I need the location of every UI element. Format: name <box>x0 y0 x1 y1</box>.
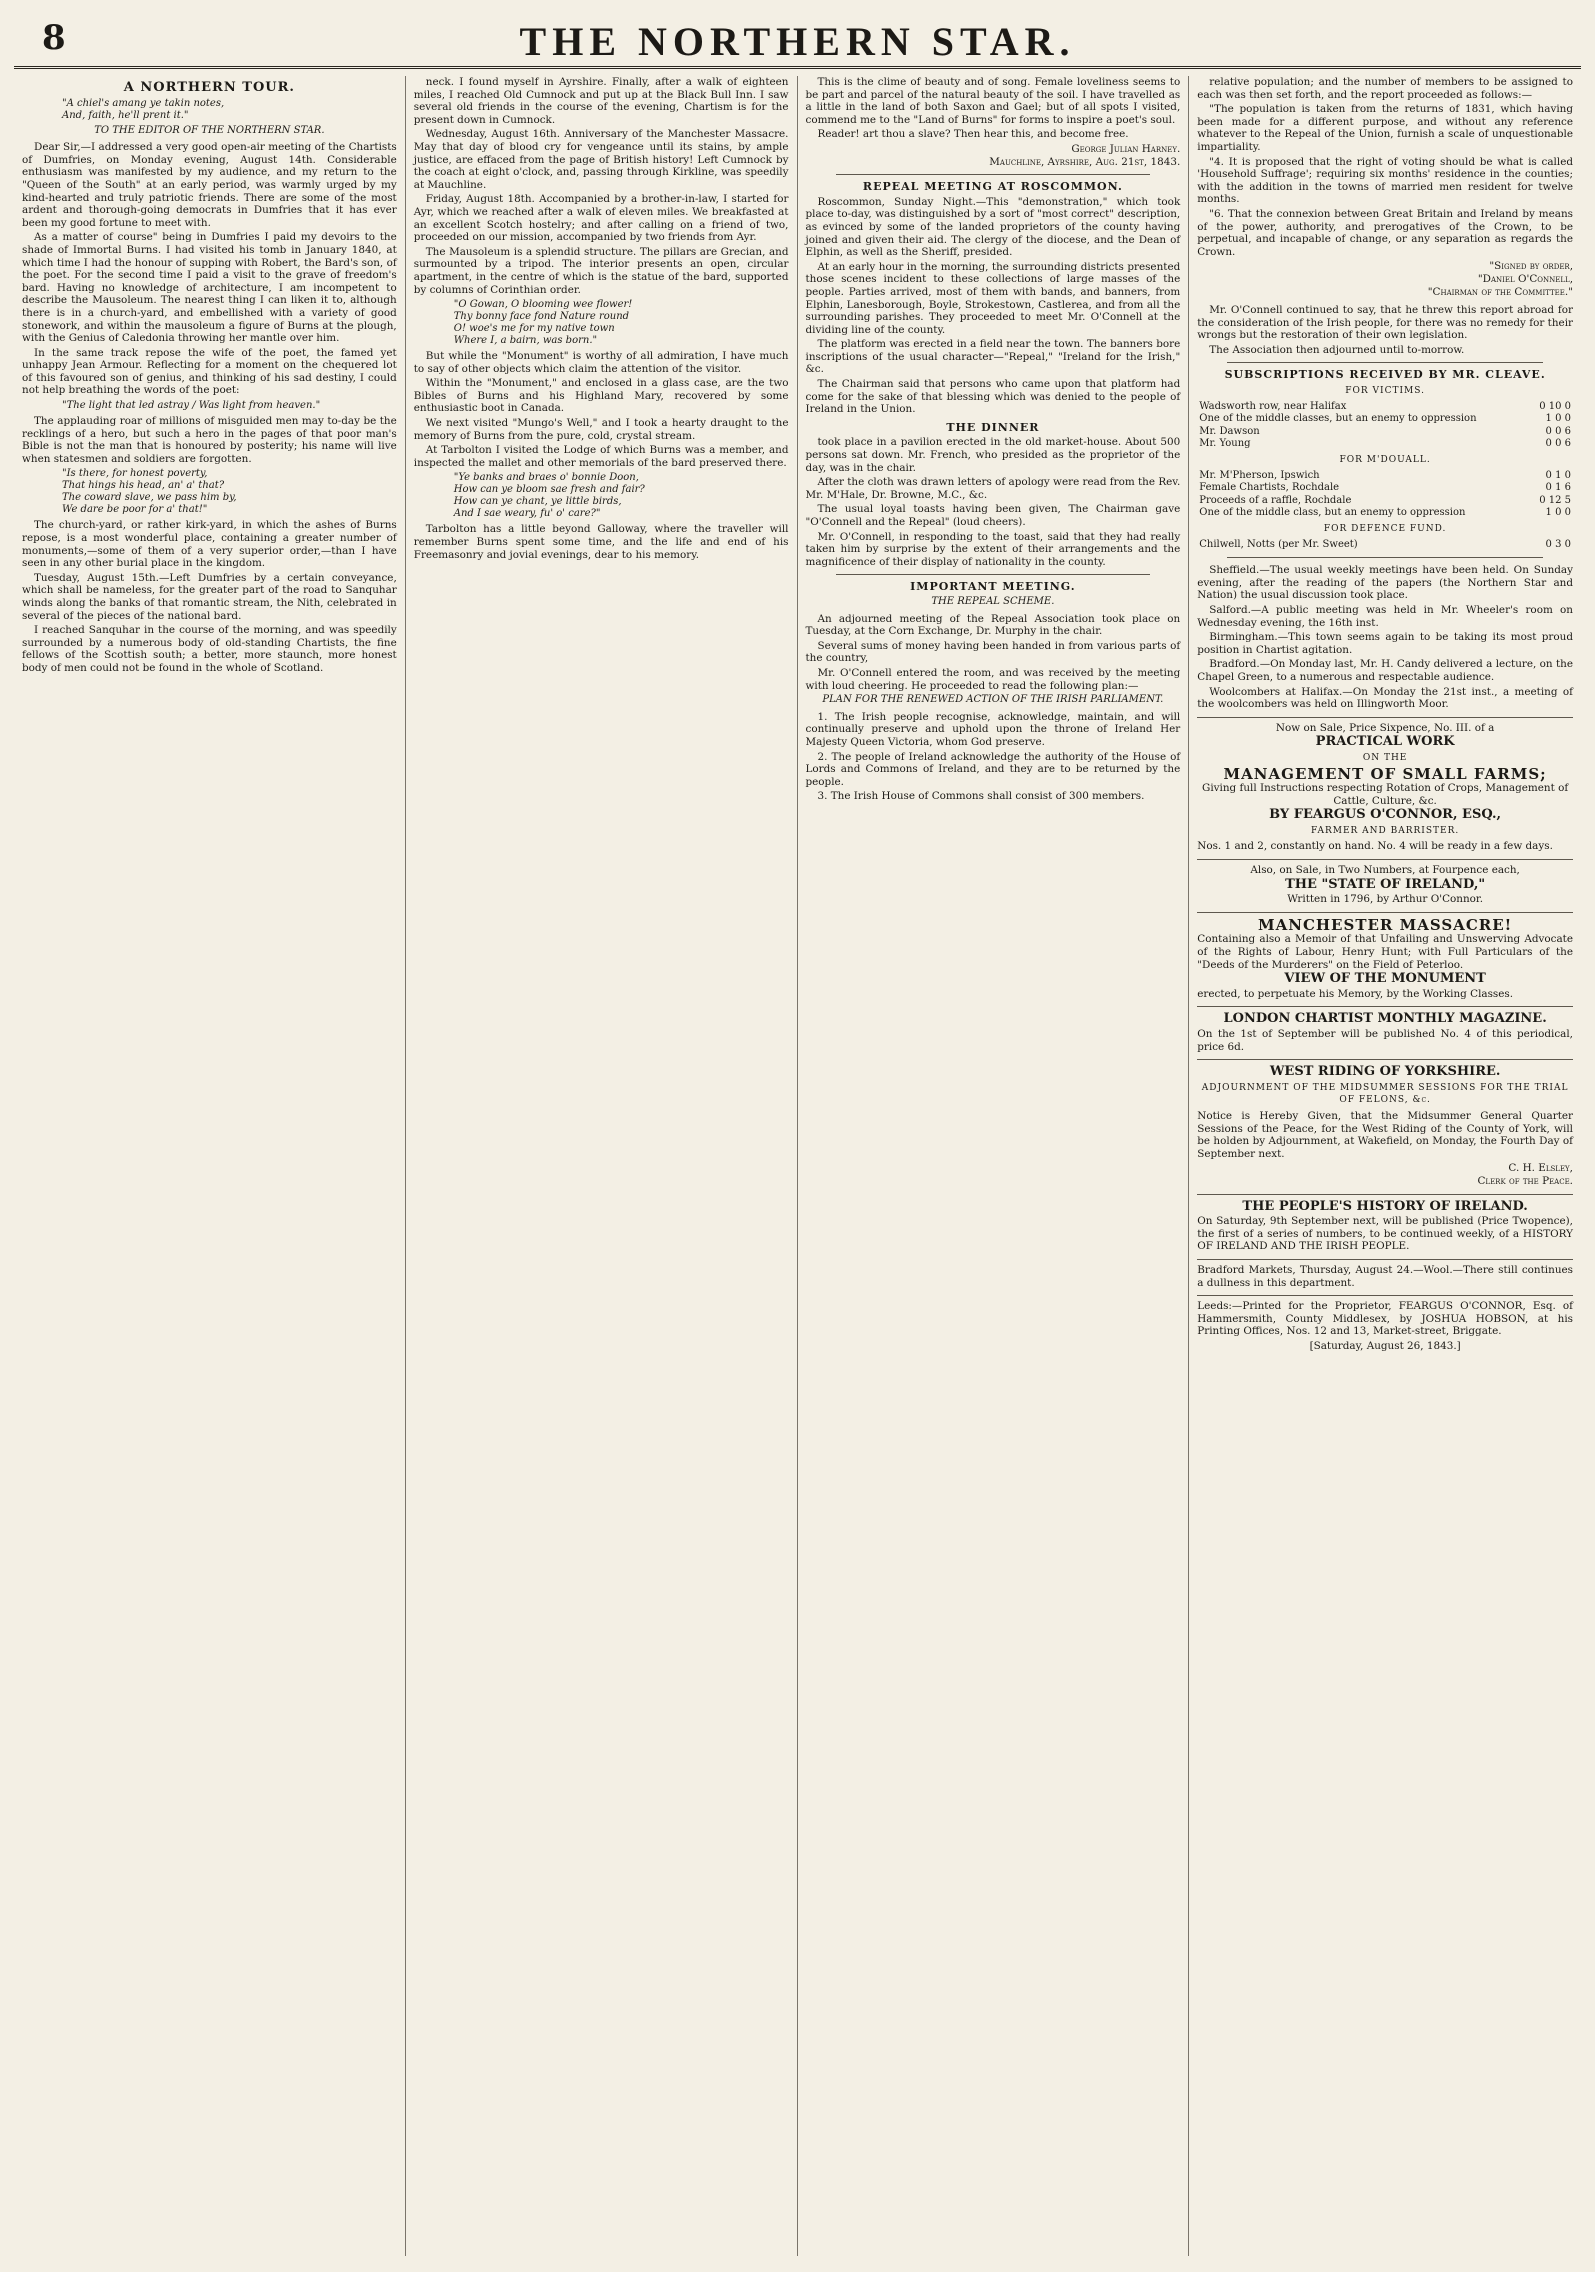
paragraph: "The population is taken from the returns of 1831, which having been made for a different purpose, and without any reference whatever to the Repeal of the Union, furnish a scale of unquestionable impartiality. <box>1197 103 1573 153</box>
masthead: THE NORTHERN STAR. <box>519 19 1076 64</box>
news-item: Sheffield.—The usual weekly meetings have been held. On Sunday evening, after the reading of the papers (the Northern Star and Nation) the usual discussion took place. <box>1197 564 1573 602</box>
ad-title: THE "STATE OF IRELAND," <box>1285 876 1486 892</box>
ad-title: THE PEOPLE'S HISTORY OF IRELAND. <box>1242 1198 1528 1214</box>
paragraph: But while the "Monument" is worthy of all admiration, I have much to say of other objects which claim the attention of the visitor. <box>413 350 789 375</box>
paragraph: Within the "Monument," and enclosed in a glass case, are the two Bibles of Burns and his Highland Mary, recovered by some enthusiastic boot in Canada. <box>413 377 789 415</box>
paragraph: As a matter of course" being in Dumfries I paid my devoirs to the shade of Immortal Burns. I had visited his tomb in January 1840, at which time I had the honour of supping with Robert, the Bard's son, of the poet. For the second time I paid a visit to the grave of freedom's bard. Having no knowledge of architecture, I am incompetent to describe the Mausoleum. The nearest thing I can liken it to, although there is in a church-yard, and embellished with a variety of good stonework, and within the mausoleum a figure of Burns at the plough, with the Genius of Caledonia throwing her mantle over him. <box>22 231 397 345</box>
paragraph: The church-yard, or rather kirk-yard, in which the ashes of Burns repose, is a most wonderful place, containing a greater number of monuments,—some of them of a very superior order,—than I have seen in any other burial place in the kingdom. <box>22 519 397 570</box>
notice-west-riding <box>1197 1059 1573 1187</box>
subscriptions-table <box>1197 470 1573 520</box>
signature: George Julian Harney. Mauchline, Ayrshire, Aug. 21st, 1843. <box>989 142 1181 168</box>
to-editor-line: TO THE EDITOR OF THE NORTHERN STAR. <box>94 124 325 136</box>
paragraph: relative population; and the number of members to be assigned to each was then set forth, and the report proceeded as follows:— <box>1197 76 1573 101</box>
ad-title: MANCHESTER MASSACRE! <box>1257 915 1513 934</box>
paragraph: The Chairman said that persons who came upon that platform had come for the sake of that blessing which was denied to the people of Ireland in the Union. <box>805 378 1181 416</box>
news-item: Woolcombers at Halifax.—On Monday the 21st inst., a meeting of the woolcombers was held on Illingworth Moor. <box>1197 685 1573 711</box>
paragraph: Reader! art thou a slave? Then hear this, and become free. <box>817 128 1129 141</box>
table-row: Proceeds of a raffle, Rochdale 0 12 5 <box>1199 494 1571 506</box>
ad-description: Giving full Instructions respecting Rotation of Crops, Management of Cattle, Culture, &c. <box>1202 782 1569 807</box>
section-heading: THE DINNER <box>946 420 1040 434</box>
paragraph: The Association then adjourned until to-morrow. <box>1209 343 1465 356</box>
plan-heading: PLAN FOR THE RENEWED ACTION OF THE IRISH PARLIAMENT. <box>822 694 1164 706</box>
columns <box>14 76 1581 2256</box>
paragraph: Tarbolton has a little beyond Galloway, where the traveller will remember Burns spent some time, and the life and end of his Freemasonry and jovial evenings, dear to his memory. <box>413 523 789 561</box>
imprint <box>1197 1295 1573 1352</box>
ad-description: Notice is Hereby Given, that the Midsummer General Quarter Sessions of the Peace, for the West Riding of the County of York, will be holden by Adjournment, at Wakefield, on Monday, the Fourth Day of September next. <box>1197 1109 1573 1160</box>
paragraph: At Tarbolton I visited the Lodge of which Burns was a member, and inspected the mallet and other memorials of the bard preserved there. <box>413 444 789 469</box>
signature: C. H. Elsley, Clerk of the Peace. <box>1477 1162 1573 1187</box>
ad-author: BY FEARGUS O'CONNOR, ESQ., <box>1269 807 1502 823</box>
advertisement-small-farms <box>1197 717 1573 853</box>
ad-description: Containing also a Memoir of that Unfailing and Unswerving Advocate of the Rights of Labour, Henry Hunt; with Full Particulars of the "Deeds of the Murderers" on the Field of Peterloo. <box>1197 933 1573 971</box>
market-text: Bradford Markets, Thursday, August 24.—Wool.—There still continues a dullness in this department. <box>1197 1263 1573 1289</box>
paragraph: "6. That the connexion between Great Britain and Ireland by means of the power, authority, and prerogatives of the Crown, to be perpetual, and incapable of change, or any separation as regards the Crown. <box>1197 207 1573 258</box>
paragraph: In the same track repose the wife of the poet, the famed yet unhappy Jean Armour. Reflecting for a moment on the chequered lot of this favoured son of genius, and thinking of his sad destiny, I could not help breathing the words of the poet: <box>22 346 397 397</box>
ad-description: erected, to perpetuate his Memory, by the Working Classes. <box>1197 987 1514 1000</box>
verse: "Ye banks and braes o' bonnie Doon, How can ye bloom sae fresh and fair? How can ye chant, ye little birds, And I sae weary, fu' o' care?" <box>453 472 645 520</box>
paragraph: An adjourned meeting of the Repeal Association took place on Tuesday, at the Corn Exchange, Dr. Murphy in the chair. <box>805 612 1181 638</box>
section-heading: IMPORTANT MEETING. <box>910 580 1076 594</box>
news-item: Birmingham.—This town seems again to be taking its most proud position in Chartist agitation. <box>1197 631 1573 656</box>
paragraph: We next visited "Mungo's Well," and I took a hearty draught to the memory of Burns from the pure, cold, crystal stream. <box>413 417 789 442</box>
ad-description: On Saturday, 9th September next, will be published (Price Twopence), the first of a series of numbers, to be continued weekly, of a HISTORY OF IRELAND AND THE IRISH PEOPLE. <box>1197 1215 1573 1253</box>
paragraph: took place in a pavilion erected in the old market-house. About 500 persons sat down. Mr. French, who presided as the proprietor of the day, was in the chair. <box>805 436 1181 474</box>
table-row: Mr. M'Pherson, Ipswich 0 1 0 <box>1199 469 1571 481</box>
subscriptions-subheading: FOR DEFENCE FUND. <box>1323 524 1447 534</box>
paragraph: The usual loyal toasts having been given, The Chairman gave "O'Connell and the Repeal" (loud cheers). <box>805 503 1181 528</box>
subscriptions-subheading: FOR M'DOUALL. <box>1339 455 1431 466</box>
subscriptions-table <box>1197 539 1573 552</box>
ad-subtitle: VIEW OF THE MONUMENT <box>1284 971 1486 987</box>
paragraph: "4. It is proposed that the right of voting should be what is called 'Household Suffrage'; requiring six months' residence in the counties; with the addition in the towns of married men resident for twelve months. <box>1197 155 1573 206</box>
article-heading: A NORTHERN TOUR. <box>123 80 295 95</box>
table-row: One of the middle class, but an enemy to oppression 1 0 0 <box>1199 507 1571 519</box>
ad-main-title: MANAGEMENT OF SMALL FARMS; <box>1223 764 1547 783</box>
ad-intro: Now on Sale, Price Sixpence, No. III. of a <box>1275 721 1495 734</box>
epigraph: "A chiel's amang ye takin notes, And, faith, he'll prent it." <box>62 97 225 121</box>
ad-connector: ON THE <box>1362 752 1408 763</box>
imprint-date: [Saturday, August 26, 1843.] <box>1309 1339 1461 1352</box>
ad-description: Written in 1796, by Arthur O'Connor. <box>1287 893 1484 906</box>
market-report <box>1197 1259 1573 1289</box>
table-row: Mr. Dawson 0 0 6 <box>1199 425 1571 437</box>
newspaper-page <box>14 12 1581 2260</box>
page-header <box>14 12 1581 69</box>
news-item: Bradford.—On Monday last, Mr. H. Candy delivered a lecture, on the Chapel Green, to a numerous and respectable audience. <box>1197 658 1573 683</box>
paragraph: Tuesday, August 15th.—Left Dumfries by a certain conveyance, which shall be nameless, for the greater part of the road to Sanquhar winds along the banks of that romantic stream, the Nith, celebrated in several of the pieces of the national bard. <box>22 571 397 622</box>
subscriptions-heading: SUBSCRIPTIONS RECEIVED BY MR. CLEAVE. <box>1224 368 1546 382</box>
paragraph: Roscommon, Sunday Night.—This "demonstration," which took place to-day, was distinguished by a sort of "most correct" description, as evinced by some of the landed proprietors of the county having joined and given their aid. The clergy of the diocese, and the Dean of Elphin, as well as the Sheriff, presided. <box>805 195 1181 259</box>
paragraph: Wednesday, August 16th. Anniversary of the Manchester Massacre. May that day of blood cry for vengeance until its stains, by ample justice, are effaced from the page of British history! Left Cumnock by the coach at eight o'clock, and, passing through Kirkline, was speedily at Mauchline. <box>413 128 789 191</box>
news-item: Salford.—A public meeting was held in Mr. Wheeler's room on Wednesday evening, the 16th inst. <box>1197 603 1573 629</box>
signature: "Signed by order, "Daniel O'Connell, "Chairman of the Committee." <box>1427 260 1573 298</box>
divider <box>836 174 1151 175</box>
paragraph: Several sums of money having been handed in from various parts of the country, <box>805 639 1181 665</box>
column-1 <box>14 76 406 2256</box>
paragraph: After the cloth was drawn letters of apology were read from the Rev. Mr. M'Hale, Dr. Browne, M.C., &c. <box>805 476 1181 501</box>
paragraph: 1. The Irish people recognise, acknowledge, maintain, and will continually preserve and uphold upon the throne of Ireland Her Majesty Queen Victoria, whom God preserve. <box>805 710 1181 748</box>
advertisement-manchester-massacre <box>1197 912 1573 1001</box>
column-3 <box>798 76 1190 2256</box>
divider <box>1227 557 1543 558</box>
section-heading: REPEAL MEETING AT ROSCOMMON. <box>862 180 1123 194</box>
imprint-text: Leeds:—Printed for the Proprietor, FEARGUS O'CONNOR, Esq. of Hammersmith, County Middlesex, by JOSHUA HOBSON, at his Printing Offices, Nos. 12 and 13, Market-street, Briggate. <box>1197 1300 1573 1338</box>
column-2 <box>406 76 798 2256</box>
paragraph: Friday, August 18th. Accompanied by a brother-in-law, I started for Ayr, which we reached after a walk of eleven miles. We breakfasted at an excellent Scotch hostelry; and after calling on a friend of two, proceeded on our mission, accompanied by two friends from Ayr. <box>413 193 789 244</box>
column-4 <box>1189 76 1581 2256</box>
paragraph: The platform was erected in a field near the town. The banners bore inscriptions of the usual character—"Repeal," "Ireland for the Irish," &c. <box>805 338 1181 376</box>
table-row: Wadsworth row, near Halifax 0 10 0 <box>1199 400 1571 412</box>
paragraph: The Mausoleum is a splendid structure. The pillars are Grecian, and surmounted by a tripod. The interior presents an open, circular apartment, in the centre of which is the statue of the bard, supported by columns of Corinthian order. <box>413 245 789 296</box>
paragraph: Dear Sir,—I addressed a very good open-air meeting of the Chartists of Dumfries, on Monday evening, August 14th. Considerable enthusiasm was manifested by my audience, and my return to the "Queen of the South" at an early period, was warmly urged by my kind-hearted and truly patriotic friends. There are some of the most ardent and thorough-going democrats in Dumfries that it has ever been my good fortune to meet with. <box>22 141 397 229</box>
ad-intro: Also, on Sale, in Two Numbers, at Fourpence each, <box>1250 864 1520 877</box>
divider <box>1227 362 1543 363</box>
paragraph: 2. The people of Ireland acknowledge the authority of the House of Lords and Commons of Ireland, and they are to be returned by the people. <box>805 750 1181 788</box>
advertisement-peoples-history <box>1197 1194 1573 1253</box>
subscriptions-table <box>1197 401 1573 451</box>
verse: "Is there, for honest poverty, That hings his head, an' a' that? The coward slave, we pass him by, We dare be poor for a' that!" <box>62 468 237 516</box>
table-row: Chilwell, Notts (per Mr. Sweet) 0 3 0 <box>1199 538 1571 550</box>
paragraph: 3. The Irish House of Commons shall consist of 300 members. <box>817 790 1145 803</box>
page-number: 8 <box>42 18 66 58</box>
paragraph: Mr. O'Connell, in responding to the toast, said that they had really taken him by surprise by the extent of their arrangements and the magnificence of their display of nationality in the county. <box>805 530 1181 568</box>
paragraph: I reached Sanquhar in the course of the morning, and was speedily surrounded by a numerous body of old-standing Chartists, the fine fellows of the Scottish south; a better, more staunch, more honest body of men could not be found in the whole of Scotland. <box>22 624 397 674</box>
table-row: One of the middle classes, but an enemy to oppression 1 0 0 <box>1199 413 1571 425</box>
section-subheading: THE REPEAL SCHEME. <box>931 595 1055 607</box>
paragraph: This is the clime of beauty and of song. Female loveliness seems to be part and parcel of the natural beauty of the soil. I have travelled as a little in the land of both Saxon and Gael; but of all spots I visited, commend me to the "Land of Burns" for forms to inspire a poet's soul. <box>805 76 1181 126</box>
paragraph: Mr. O'Connell continued to say, that he threw this report abroad for the consideration of the Irish people, for there was no remedy for their wrongs but the restoration of their own legislation. <box>1197 304 1573 342</box>
ad-description: On the 1st of September will be published No. 4 of this periodical, price 6d. <box>1197 1028 1573 1053</box>
paragraph: The applauding roar of millions of misguided men may to-day be the recklings of a hero, but such a hero in the pages of that poor man's Bible is not the man that is honoured by posterity; his name will live when statesmen and soldiers are forgotten. <box>22 415 397 465</box>
divider <box>836 574 1151 575</box>
ad-title: PRACTICAL WORK <box>1315 734 1455 750</box>
ad-subtitle: ADJOURNMENT OF THE MIDSUMMER SESSIONS FOR THE TRIAL OF FELONS, &c. <box>1201 1082 1569 1106</box>
paragraph: neck. I found myself in Ayrshire. Finally, after a walk of eighteen miles, I reached Old Cumnock and put up at the Black Bull Inn. I saw several old friends in the course of the evening, Chartism is for the present down in Cumnock. <box>413 76 789 126</box>
ad-title: LONDON CHARTIST MONTHLY MAGAZINE. <box>1223 1011 1547 1027</box>
advertisement-state-of-ireland <box>1197 859 1573 906</box>
table-row: Female Chartists, Rochdale 0 1 6 <box>1199 482 1571 494</box>
table-row: Mr. Young 0 0 6 <box>1199 438 1571 450</box>
verse: "O Gowan, O blooming wee flower! Thy bonny face fond Nature round O! woe's me for my native town Where I, a bairn, was born." <box>453 299 633 347</box>
subscriptions-subheading: FOR VICTIMS. <box>1345 386 1425 397</box>
advertisement-chartist-magazine <box>1197 1006 1573 1053</box>
ad-title: WEST RIDING OF YORKSHIRE. <box>1269 1064 1501 1080</box>
paragraph: At an early hour in the morning, the surrounding districts presented those scenes incident to these collections of large masses of the people. Parties arrived, most of them with bands, and banners, from Elphin, Lanesborough, Boyle, Strokestown, Castlerea, and from all the surrounding parishes. They proceeded to meet Mr. O'Connell at the dividing line of the county. <box>805 260 1181 336</box>
ad-note: Nos. 1 and 2, constantly on hand. No. 4 will be ready in a few days. <box>1197 840 1553 853</box>
paragraph: Mr. O'Connell entered the room, and was received by the meeting with loud cheering. He proceeded to read the following plan:— <box>805 666 1181 692</box>
quotation: "The light that led astray / Was light from heaven." <box>62 400 321 412</box>
ad-author-role: FARMER AND BARRISTER. <box>1311 825 1460 836</box>
